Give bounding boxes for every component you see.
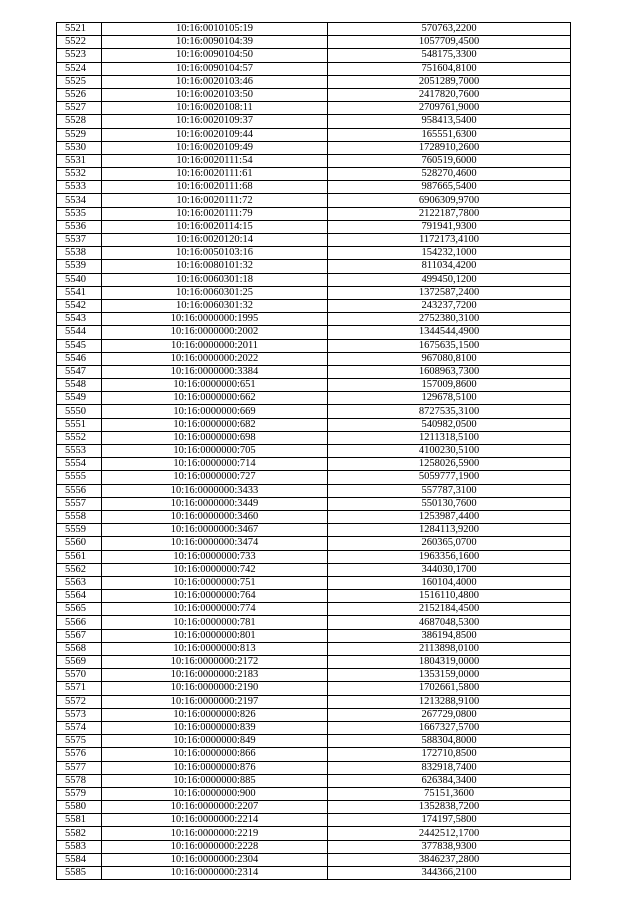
row-number: 5580 (57, 801, 102, 814)
cadastral-value: 160104,4000 (328, 576, 571, 589)
cadastral-number: 10:16:0000000:2190 (102, 682, 328, 695)
row-number: 5532 (57, 168, 102, 181)
row-number: 5545 (57, 339, 102, 352)
cadastral-number: 10:16:0000000:3460 (102, 510, 328, 523)
row-number: 5550 (57, 405, 102, 418)
cadastral-value: 1211318,5100 (328, 431, 571, 444)
cadastral-number: 10:16:0000000:3449 (102, 497, 328, 510)
cadastral-number: 10:16:0000000:2197 (102, 695, 328, 708)
cadastral-value: 987665,5400 (328, 181, 571, 194)
row-number: 5572 (57, 695, 102, 708)
row-number: 5566 (57, 616, 102, 629)
cadastral-value: 2152184,4500 (328, 603, 571, 616)
row-number: 5524 (57, 62, 102, 75)
row-number: 5559 (57, 524, 102, 537)
row-number: 5530 (57, 141, 102, 154)
cadastral-value: 4687048,5300 (328, 616, 571, 629)
table-row (57, 234, 571, 247)
table-row (57, 682, 571, 695)
table-row (57, 273, 571, 286)
cadastral-number: 10:16:0000000:662 (102, 392, 328, 405)
row-number: 5522 (57, 36, 102, 49)
row-number: 5574 (57, 721, 102, 734)
cadastral-number: 10:16:0000000:839 (102, 721, 328, 734)
table-row (57, 801, 571, 814)
row-number: 5571 (57, 682, 102, 695)
row-number: 5563 (57, 576, 102, 589)
cadastral-number: 10:16:0000000:651 (102, 379, 328, 392)
row-number: 5556 (57, 484, 102, 497)
row-number: 5546 (57, 352, 102, 365)
cadastral-value-table (56, 22, 571, 880)
table-row (57, 669, 571, 682)
cadastral-number: 10:16:0050103:16 (102, 247, 328, 260)
cadastral-number: 10:16:0000000:2219 (102, 827, 328, 840)
cadastral-value: 2442512,1700 (328, 827, 571, 840)
cadastral-number: 10:16:0000000:900 (102, 787, 328, 800)
cadastral-number: 10:16:0000000:876 (102, 761, 328, 774)
row-number: 5548 (57, 379, 102, 392)
table-row (57, 510, 571, 523)
row-number: 5553 (57, 445, 102, 458)
cadastral-number: 10:16:0020103:50 (102, 88, 328, 101)
table-row (57, 616, 571, 629)
cadastral-value: 791941,9300 (328, 220, 571, 233)
row-number: 5569 (57, 656, 102, 669)
table-row (57, 853, 571, 866)
table-row (57, 603, 571, 616)
cadastral-number: 10:16:0000000:698 (102, 431, 328, 444)
cadastral-number: 10:16:0000000:682 (102, 418, 328, 431)
cadastral-value: 174197,5800 (328, 814, 571, 827)
table-row (57, 260, 571, 273)
table-row (57, 471, 571, 484)
table-row (57, 563, 571, 576)
cadastral-value: 2113898,0100 (328, 642, 571, 655)
table-row (57, 405, 571, 418)
row-number: 5575 (57, 735, 102, 748)
cadastral-value: 2122187,7800 (328, 207, 571, 220)
table-row (57, 590, 571, 603)
table-row (57, 49, 571, 62)
row-number: 5547 (57, 365, 102, 378)
cadastral-value: 1667327,5700 (328, 721, 571, 734)
row-number: 5554 (57, 458, 102, 471)
cadastral-value: 557787,3100 (328, 484, 571, 497)
cadastral-value: 377838,9300 (328, 840, 571, 853)
cadastral-value: 243237,7200 (328, 299, 571, 312)
cadastral-number: 10:16:0090104:50 (102, 49, 328, 62)
table-row (57, 88, 571, 101)
cadastral-value: 1057709,4500 (328, 36, 571, 49)
table-row (57, 431, 571, 444)
cadastral-value: 1344544,4900 (328, 326, 571, 339)
row-number: 5570 (57, 669, 102, 682)
row-number: 5568 (57, 642, 102, 655)
table-row (57, 484, 571, 497)
table-row (57, 550, 571, 563)
row-number: 5557 (57, 497, 102, 510)
document-page (56, 22, 571, 880)
table-row (57, 247, 571, 260)
cadastral-value: 165551,6300 (328, 128, 571, 141)
cadastral-number: 10:16:0000000:742 (102, 563, 328, 576)
table-row (57, 194, 571, 207)
cadastral-value: 811034,4200 (328, 260, 571, 273)
cadastral-value: 1516110,4800 (328, 590, 571, 603)
row-number: 5552 (57, 431, 102, 444)
cadastral-value: 967080,8100 (328, 352, 571, 365)
row-number: 5525 (57, 75, 102, 88)
table-row (57, 735, 571, 748)
cadastral-value: 8727535,3100 (328, 405, 571, 418)
table-row (57, 748, 571, 761)
cadastral-number: 10:16:0000000:2207 (102, 801, 328, 814)
cadastral-number: 10:16:0000000:813 (102, 642, 328, 655)
table-row (57, 220, 571, 233)
table-row (57, 75, 571, 88)
cadastral-value: 550130,7600 (328, 497, 571, 510)
cadastral-value: 548175,3300 (328, 49, 571, 62)
cadastral-number: 10:16:0000000:714 (102, 458, 328, 471)
row-number: 5583 (57, 840, 102, 853)
table-row (57, 761, 571, 774)
cadastral-number: 10:16:0000000:3474 (102, 537, 328, 550)
row-number: 5582 (57, 827, 102, 840)
table-row (57, 867, 571, 880)
cadastral-value: 1702661,5800 (328, 682, 571, 695)
row-number: 5536 (57, 220, 102, 233)
row-number: 5576 (57, 748, 102, 761)
cadastral-value: 1352838,7200 (328, 801, 571, 814)
row-number: 5534 (57, 194, 102, 207)
cadastral-value: 267729,0800 (328, 708, 571, 721)
cadastral-value: 344366,2100 (328, 867, 571, 880)
cadastral-number: 10:16:0000000:801 (102, 629, 328, 642)
cadastral-value: 172710,8500 (328, 748, 571, 761)
table-row (57, 642, 571, 655)
row-number: 5531 (57, 154, 102, 167)
table-row (57, 774, 571, 787)
cadastral-number: 10:16:0020114:15 (102, 220, 328, 233)
table-row (57, 787, 571, 800)
row-number: 5558 (57, 510, 102, 523)
row-number: 5529 (57, 128, 102, 141)
table-row (57, 537, 571, 550)
row-number: 5581 (57, 814, 102, 827)
cadastral-number: 10:16:0000000:2304 (102, 853, 328, 866)
cadastral-value: 154232,1000 (328, 247, 571, 260)
cadastral-value: 2051289,7000 (328, 75, 571, 88)
row-number: 5561 (57, 550, 102, 563)
table-row (57, 708, 571, 721)
cadastral-value: 1728910,2600 (328, 141, 571, 154)
cadastral-value: 2417820,7600 (328, 88, 571, 101)
table-row (57, 656, 571, 669)
cadastral-value: 260365,0700 (328, 537, 571, 550)
table-row (57, 352, 571, 365)
table-row (57, 695, 571, 708)
cadastral-value: 760519,6000 (328, 154, 571, 167)
row-number: 5528 (57, 115, 102, 128)
cadastral-number: 10:16:0020111:54 (102, 154, 328, 167)
cadastral-value: 2709761,9000 (328, 102, 571, 115)
cadastral-value: 499450,1200 (328, 273, 571, 286)
row-number: 5579 (57, 787, 102, 800)
cadastral-number: 10:16:0080101:32 (102, 260, 328, 273)
cadastral-number: 10:16:0020111:72 (102, 194, 328, 207)
cadastral-number: 10:16:0000000:1995 (102, 313, 328, 326)
cadastral-value: 1372587,2400 (328, 286, 571, 299)
cadastral-number: 10:16:0020120:14 (102, 234, 328, 247)
cadastral-number: 10:16:0000000:2228 (102, 840, 328, 853)
cadastral-number: 10:16:0000000:3433 (102, 484, 328, 497)
cadastral-value: 540982,0500 (328, 418, 571, 431)
cadastral-number: 10:16:0020109:49 (102, 141, 328, 154)
cadastral-number: 10:16:0090104:57 (102, 62, 328, 75)
cadastral-value: 6906309,9700 (328, 194, 571, 207)
table-row (57, 181, 571, 194)
row-number: 5537 (57, 234, 102, 247)
table-row (57, 207, 571, 220)
row-number: 5573 (57, 708, 102, 721)
row-number: 5544 (57, 326, 102, 339)
cadastral-number: 10:16:0000000:866 (102, 748, 328, 761)
cadastral-value: 344030,1700 (328, 563, 571, 576)
cadastral-number: 10:16:0010105:19 (102, 23, 328, 36)
cadastral-value: 588304,8000 (328, 735, 571, 748)
cadastral-number: 10:16:0020108:11 (102, 102, 328, 115)
row-number: 5539 (57, 260, 102, 273)
row-number: 5577 (57, 761, 102, 774)
cadastral-number: 10:16:0000000:3467 (102, 524, 328, 537)
cadastral-value: 2752380,3100 (328, 313, 571, 326)
cadastral-number: 10:16:0000000:826 (102, 708, 328, 721)
table-row (57, 339, 571, 352)
cadastral-value: 832918,7400 (328, 761, 571, 774)
table-row (57, 445, 571, 458)
table-row (57, 721, 571, 734)
cadastral-number: 10:16:0000000:774 (102, 603, 328, 616)
cadastral-number: 10:16:0000000:727 (102, 471, 328, 484)
cadastral-value: 386194,8500 (328, 629, 571, 642)
cadastral-number: 10:16:0000000:2172 (102, 656, 328, 669)
cadastral-value: 528270,4600 (328, 168, 571, 181)
cadastral-value: 4100230,5100 (328, 445, 571, 458)
row-number: 5523 (57, 49, 102, 62)
cadastral-number: 10:16:0000000:2314 (102, 867, 328, 880)
cadastral-number: 10:16:0020111:68 (102, 181, 328, 194)
cadastral-number: 10:16:0000000:705 (102, 445, 328, 458)
row-number: 5543 (57, 313, 102, 326)
cadastral-value: 1804319,0000 (328, 656, 571, 669)
cadastral-number: 10:16:0020109:37 (102, 115, 328, 128)
row-number: 5533 (57, 181, 102, 194)
row-number: 5549 (57, 392, 102, 405)
row-number: 5565 (57, 603, 102, 616)
row-number: 5541 (57, 286, 102, 299)
cadastral-number: 10:16:0000000:2002 (102, 326, 328, 339)
cadastral-value: 1284113,9200 (328, 524, 571, 537)
cadastral-number: 10:16:0000000:733 (102, 550, 328, 563)
cadastral-number: 10:16:0000000:751 (102, 576, 328, 589)
table-row (57, 814, 571, 827)
cadastral-value: 1258026,5900 (328, 458, 571, 471)
table-row (57, 313, 571, 326)
cadastral-value: 129678,5100 (328, 392, 571, 405)
cadastral-number: 10:16:0000000:2183 (102, 669, 328, 682)
row-number: 5567 (57, 629, 102, 642)
cadastral-value: 3846237,2800 (328, 853, 571, 866)
cadastral-number: 10:16:0060301:25 (102, 286, 328, 299)
row-number: 5542 (57, 299, 102, 312)
cadastral-number: 10:16:0000000:849 (102, 735, 328, 748)
cadastral-value: 5059777,1900 (328, 471, 571, 484)
table-row (57, 458, 571, 471)
cadastral-value: 1608963,7300 (328, 365, 571, 378)
cadastral-value: 1253987,4400 (328, 510, 571, 523)
cadastral-number: 10:16:0000000:885 (102, 774, 328, 787)
cadastral-value: 751604,8100 (328, 62, 571, 75)
cadastral-number: 10:16:0090104:39 (102, 36, 328, 49)
row-number: 5540 (57, 273, 102, 286)
cadastral-number: 10:16:0000000:2011 (102, 339, 328, 352)
row-number: 5584 (57, 853, 102, 866)
table-row (57, 168, 571, 181)
table-row (57, 379, 571, 392)
cadastral-number: 10:16:0000000:781 (102, 616, 328, 629)
table-row (57, 141, 571, 154)
row-number: 5535 (57, 207, 102, 220)
table-row (57, 154, 571, 167)
row-number: 5555 (57, 471, 102, 484)
row-number: 5562 (57, 563, 102, 576)
cadastral-value: 1675635,1500 (328, 339, 571, 352)
row-number: 5526 (57, 88, 102, 101)
cadastral-number: 10:16:0020109:44 (102, 128, 328, 141)
table-row (57, 299, 571, 312)
table-row (57, 365, 571, 378)
table-body (57, 23, 571, 880)
cadastral-number: 10:16:0060301:32 (102, 299, 328, 312)
table-row (57, 629, 571, 642)
cadastral-value: 626384,3400 (328, 774, 571, 787)
row-number: 5527 (57, 102, 102, 115)
cadastral-number: 10:16:0000000:2214 (102, 814, 328, 827)
table-row (57, 840, 571, 853)
table-row (57, 128, 571, 141)
row-number: 5551 (57, 418, 102, 431)
cadastral-number: 10:16:0000000:3384 (102, 365, 328, 378)
table-row (57, 23, 571, 36)
row-number: 5560 (57, 537, 102, 550)
cadastral-value: 1963356,1600 (328, 550, 571, 563)
table-row (57, 62, 571, 75)
table-row (57, 286, 571, 299)
cadastral-number: 10:16:0060301:18 (102, 273, 328, 286)
row-number: 5578 (57, 774, 102, 787)
row-number: 5538 (57, 247, 102, 260)
table-row (57, 102, 571, 115)
cadastral-value: 570763,2200 (328, 23, 571, 36)
row-number: 5585 (57, 867, 102, 880)
row-number: 5564 (57, 590, 102, 603)
cadastral-value: 958413,5400 (328, 115, 571, 128)
cadastral-number: 10:16:0000000:669 (102, 405, 328, 418)
table-row (57, 576, 571, 589)
table-row (57, 392, 571, 405)
cadastral-value: 75151,3600 (328, 787, 571, 800)
table-row (57, 36, 571, 49)
table-row (57, 115, 571, 128)
table-row (57, 326, 571, 339)
table-row (57, 497, 571, 510)
cadastral-number: 10:16:0020103:46 (102, 75, 328, 88)
cadastral-value: 1213288,9100 (328, 695, 571, 708)
table-row (57, 418, 571, 431)
cadastral-value: 157009,8600 (328, 379, 571, 392)
cadastral-number: 10:16:0000000:764 (102, 590, 328, 603)
cadastral-number: 10:16:0020111:61 (102, 168, 328, 181)
row-number: 5521 (57, 23, 102, 36)
table-row (57, 524, 571, 537)
cadastral-value: 1172173,4100 (328, 234, 571, 247)
cadastral-number: 10:16:0020111:79 (102, 207, 328, 220)
table-row (57, 827, 571, 840)
cadastral-value: 1353159,0000 (328, 669, 571, 682)
cadastral-number: 10:16:0000000:2022 (102, 352, 328, 365)
